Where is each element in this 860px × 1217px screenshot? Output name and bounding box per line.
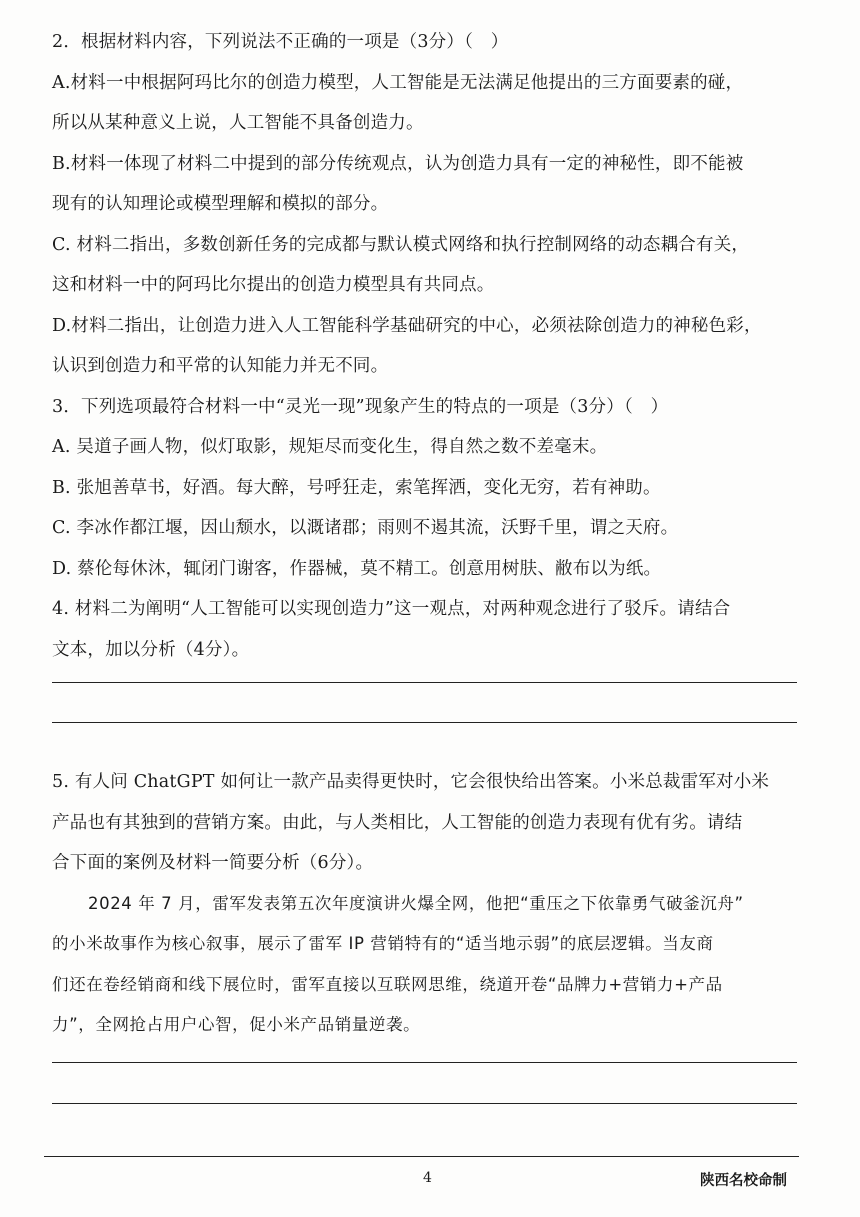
question-3-option-a: A. 吴道子画人物，似灯取影，规矩尽而变化生，得自然之数不差毫末。 xyxy=(52,437,608,457)
answer-line[interactable] xyxy=(52,682,797,683)
question-3-option-d: D. 蔡伦每休沐，辄闭门谢客，作器械，莫不精工。创意用树肤、敝布以为纸。 xyxy=(52,558,662,579)
answer-line[interactable] xyxy=(52,1062,797,1063)
question-2-option-d-line-1: D.材料二指出，让创造力进入人工智能科学基础研究的中心，必须祛除创造力的神秘色彩， xyxy=(52,315,762,336)
question-5-case-line-1: 2024 年 7 月，雷军发表第五次年度演讲火爆全网，他把“重压之下依靠勇气破釜沉舟” xyxy=(88,893,744,913)
question-2-option-a-line-1: A.材料一中根据阿玛比尔的创造力模型，人工智能是无法满足他提出的三方面要素的碰， xyxy=(52,72,744,93)
footer-brand: 陕西名校命制 xyxy=(700,1173,787,1189)
question-5-case-line-2: 的小米故事作为核心叙事，展示了雷军 IP 营销特有的“适当地示弱”的底层逻辑。当友商 xyxy=(52,934,714,953)
question-2-option-b-line-2: 现有的认知理论或模型理解和模拟的部分。 xyxy=(52,194,389,214)
question-5-stem-line-1: 5. 有人问 ChatGPT 如何让一款产品卖得更快时，它会很快给出答案。小米总裁雷军对小米 xyxy=(52,772,770,792)
question-5-case-line-3: 们还在卷经销商和线下展位时，雷军直接以互联网思维，绕道开卷“品牌力+营销力+产品 xyxy=(52,974,723,994)
page-number: 4 xyxy=(423,1170,432,1186)
question-2-option-a-line-2: 所以从某种意义上说，人工智能不具备创造力。 xyxy=(52,113,424,133)
question-4 xyxy=(52,589,812,723)
question-3-stem: 3．下列选项最符合材料一中“灵光一现”现象产生的特点的一项是（3分）（ ） xyxy=(52,396,669,417)
question-5-answer-area[interactable] xyxy=(52,1062,812,1104)
question-3-option-c: C. 李冰作都江堰，因山颓水，以溉诸郡；雨则不遏其流，沃野千里，谓之天府。 xyxy=(52,518,679,538)
question-5-stem-line-2: 产品也有其独到的营销方案。由此，与人类相比，人工智能的创造力表现有优有劣。请结 xyxy=(52,812,743,833)
question-4-stem-line-1: 4. 材料二为阐明“人工智能可以实现创造力”这一观点，对两种观念进行了驳斥。请结合 xyxy=(52,599,731,619)
question-3-option-b: B. 张旭善草书，好酒。每大醉，号呼狂走，索笔挥洒，变化无穷，若有神助。 xyxy=(52,477,661,498)
question-2 xyxy=(52,22,812,387)
exam-content xyxy=(52,22,812,1144)
question-4-stem-line-2: 文本，加以分析（4分）。 xyxy=(52,639,250,660)
question-2-option-b-line-1: B.材料一体现了材料二中提到的部分传统观点，认为创造力具有一定的神秘性，即不能被 xyxy=(52,153,744,174)
question-5 xyxy=(52,762,812,1104)
question-2-option-c-line-1: C. 材料二指出，多数创新任务的完成都与默认模式网络和执行控制网络的动态耦合有关， xyxy=(52,234,750,255)
question-4-answer-area[interactable] xyxy=(52,682,812,723)
question-2-stem: 2．根据材料内容，下列说法不正确的一项是（3分）（ ） xyxy=(52,32,509,52)
question-5-stem-line-3: 合下面的案例及材料一简要分析（6分）。 xyxy=(52,853,374,873)
question-3 xyxy=(52,387,812,590)
question-5-case-line-4: 力”，全网抢占用户心智，促小米产品销量逆袭。 xyxy=(52,1015,421,1034)
question-2-option-c-line-2: 这和材料一中的阿玛比尔提出的创造力模型具有共同点。 xyxy=(52,275,495,295)
answer-line[interactable] xyxy=(52,1103,797,1104)
footer-rule xyxy=(44,1156,799,1157)
question-2-option-d-line-2: 认识到创造力和平常的认知能力并无不同。 xyxy=(52,356,389,376)
answer-line[interactable] xyxy=(52,722,797,723)
